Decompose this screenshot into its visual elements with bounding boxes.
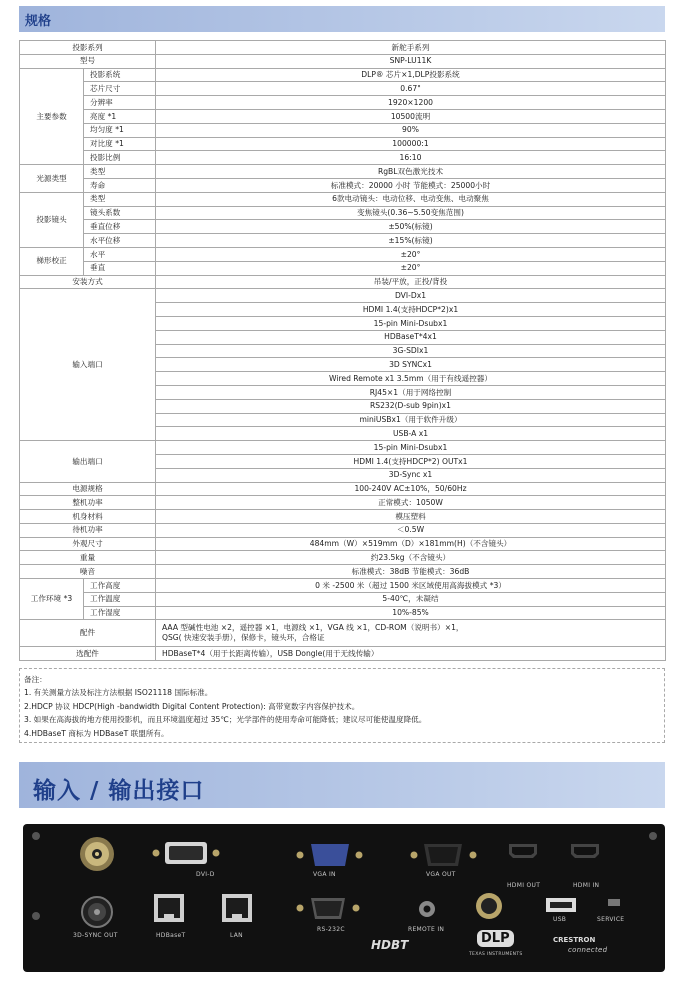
spec-value: 标准模式：20000 小时 节能模式：25000小时: [156, 178, 666, 192]
spec-label: 待机功率: [20, 523, 156, 537]
spec-row: [20, 206, 666, 220]
spec-value: 100000:1: [156, 137, 666, 151]
spec-section-header: [19, 6, 665, 32]
spec-row: [20, 234, 666, 248]
spec-value: 3G-SDIx1: [156, 344, 666, 358]
spec-label: 芯片尺寸: [84, 82, 156, 96]
spec-value: ±50%(标镜): [156, 220, 666, 234]
spec-label: 工作高度: [84, 579, 156, 593]
io-section-header: [19, 762, 665, 808]
spec-label: 选配件: [20, 647, 156, 661]
dvi-port-icon: [153, 842, 220, 864]
lan-port-icon: [222, 894, 252, 922]
io-section-title: 输入 / 输出接口: [33, 778, 205, 804]
spec-value: DLP® 芯片×1,DLP投影系统: [156, 68, 666, 82]
spec-row: [20, 261, 666, 275]
connector-panel-photo: [23, 824, 665, 972]
spec-value: 约23.5kg（不含镜头）: [156, 551, 666, 565]
hdmi-out-port-icon: [509, 844, 537, 858]
spec-row: [20, 551, 666, 565]
spec-row: [20, 123, 666, 137]
spec-row: [20, 247, 666, 261]
vga-out-port-icon: [411, 844, 477, 866]
spec-row: [20, 165, 666, 179]
spec-row: [20, 192, 666, 206]
spec-label: 工作温度: [84, 592, 156, 606]
spec-value: SNP-LU11K: [156, 54, 666, 68]
spec-group-label: 投影镜头: [20, 192, 84, 247]
spec-row: [20, 275, 666, 289]
spec-value: ±20°: [156, 247, 666, 261]
note-item: 3. 如果在高海拔的地方使用投影机，而且环境温度超过 35℃；光学部件的使用寿命可能降低；建议尽可能使温度降低。: [24, 715, 427, 725]
port-label: RS-232C: [317, 926, 345, 933]
spec-label: 镜头系数: [84, 206, 156, 220]
spec-label: 整机功率: [20, 496, 156, 510]
note-item: 1. 有关测量方法及标注方法根据 ISO21118 国际标准。: [24, 688, 213, 698]
spec-value: 10500流明: [156, 109, 666, 123]
spec-label: 水平位移: [84, 234, 156, 248]
ti-logo-text: TEXAS INSTRUMENTS: [469, 952, 523, 957]
port-label: HDMI IN: [573, 882, 600, 889]
hdmi-in-port-icon: [571, 844, 599, 858]
spec-value: Wired Remote x1 3.5mm（用于有线遥控器）: [156, 372, 666, 386]
spec-value: 90%: [156, 123, 666, 137]
spec-row: [20, 151, 666, 165]
spec-value: 16:10: [156, 151, 666, 165]
spec-value: USB-A x1: [156, 427, 666, 441]
service-port-icon: [608, 899, 620, 906]
spec-row: [20, 537, 666, 551]
spec-value: 1920×1200: [156, 96, 666, 110]
spec-label: 寿命: [84, 178, 156, 192]
dlp-logo: DLP: [477, 930, 514, 947]
crestron-connected-text: connected: [568, 946, 608, 954]
spec-group-label: 光源类型: [20, 165, 84, 193]
spec-label: 型号: [20, 54, 156, 68]
spec-label: 安装方式: [20, 275, 156, 289]
spec-value: RgBL双色激光技术: [156, 165, 666, 179]
spec-value: 0 米 -2500 米（超过 1500 米区域使用高海拔模式 *3）: [156, 579, 666, 593]
notes-box: [19, 668, 665, 743]
screw-icon: [32, 832, 40, 840]
spec-section-title: 规格: [25, 14, 52, 29]
spec-row: [20, 606, 666, 620]
spec-value: 0.67": [156, 82, 666, 96]
spec-value: 5-40℃，未凝结: [156, 592, 666, 606]
spec-row: [20, 482, 666, 496]
spec-row: [20, 109, 666, 123]
spec-row: [20, 137, 666, 151]
rs232-port-icon: [297, 898, 360, 919]
spec-value: 10%-85%: [156, 606, 666, 620]
spec-label: 外观尺寸: [20, 537, 156, 551]
port-label: HDBaseT: [156, 932, 186, 939]
port-label: VGA OUT: [426, 871, 456, 878]
spec-row: [20, 592, 666, 606]
spec-value: 484mm（W）×519mm（D）×181mm(H)（不含镜头）: [156, 537, 666, 551]
spec-label: 投影比例: [84, 151, 156, 165]
spec-row: [20, 441, 666, 455]
spec-row: [20, 620, 666, 647]
hdbaset-port-icon: [154, 894, 184, 922]
spec-value: 15-pin Mini-Dsubx1: [156, 316, 666, 330]
spec-row: [20, 41, 666, 55]
spec-value: HDBaseT*4x1: [156, 330, 666, 344]
screw-icon: [32, 912, 40, 920]
note-item: 2.HDCP 协议 HDCP(High -bandwidth Digital Content Protection): 高带宽数字内容保护技术。: [24, 701, 360, 711]
port-label: VGA IN: [313, 871, 336, 878]
spec-row: [20, 510, 666, 524]
accessories-line: AAA 型碱性电池 ×2，遥控器 ×1，电源线 ×1，VGA 线 ×1，CD-ROM（说明书）×1，: [162, 623, 464, 633]
spec-value: ＜0.5W: [156, 523, 666, 537]
spec-group-label: 输入端口: [20, 289, 156, 441]
spec-value: 100-240V AC±10%，50/60Hz: [156, 482, 666, 496]
spec-label: 重量: [20, 551, 156, 565]
spec-value: DVI-Dx1: [156, 289, 666, 303]
spec-value: ±20°: [156, 261, 666, 275]
spec-group-label: 输出端口: [20, 441, 156, 482]
spec-row: [20, 647, 666, 661]
crestron-logo: CRESTRON: [553, 936, 596, 944]
spec-row: [20, 523, 666, 537]
spec-row: [20, 68, 666, 82]
spec-label: 均匀度 *1: [84, 123, 156, 137]
spec-value: RS232(D-sub 9pin)x1: [156, 399, 666, 413]
port-label: HDMI OUT: [507, 882, 541, 889]
port-label: LAN: [230, 932, 243, 939]
spec-label: 电源规格: [20, 482, 156, 496]
spec-row: [20, 178, 666, 192]
spec-value: RJ45×1（用于网络控制: [156, 385, 666, 399]
spec-value: HDMI 1.4(支持HDCP*2)x1: [156, 303, 666, 317]
spec-value: HDMI 1.4(支持HDCP*2) OUTx1: [156, 454, 666, 468]
spec-label: 投影系列: [20, 41, 156, 55]
spec-group-label: 梯形校正: [20, 247, 84, 275]
port-label: DVI-D: [196, 871, 215, 878]
spec-label: 垂直: [84, 261, 156, 275]
spec-row: [20, 54, 666, 68]
spec-row: [20, 82, 666, 96]
spec-row: [20, 220, 666, 234]
spec-label: 亮度 *1: [84, 109, 156, 123]
screw-icon: [649, 832, 657, 840]
spec-row: [20, 565, 666, 579]
vga-in-port-icon: [297, 844, 363, 866]
spec-table: [19, 40, 666, 661]
spec-value: [156, 620, 666, 647]
port-label: USB: [553, 916, 567, 923]
spec-label: 工作湿度: [84, 606, 156, 620]
spec-group-label: 主要参数: [20, 68, 84, 165]
spec-value: 变焦镜头(0.36~5.50变焦范围): [156, 206, 666, 220]
spec-value: miniUSBx1（用于软件升级）: [156, 413, 666, 427]
spec-value: 6款电动镜头：电动位移、电动变焦、电动聚焦: [156, 192, 666, 206]
spec-label: 机身材料: [20, 510, 156, 524]
spec-value: 新舵手系列: [156, 41, 666, 55]
3d-sync-connector-icon: [82, 897, 112, 927]
spec-row: [20, 496, 666, 510]
notes-title: 备注：: [24, 675, 47, 684]
spec-value: 模压塑料: [156, 510, 666, 524]
port-label: REMOTE IN: [408, 926, 445, 933]
round-connector-icon: [476, 893, 502, 919]
spec-label: 垂直位移: [84, 220, 156, 234]
spec-label: 噪音: [20, 565, 156, 579]
spec-group-label: 工作环境 *3: [20, 579, 84, 620]
accessories-line: QSG( 快速安装手册），保修卡，镜头环，合格证: [162, 633, 325, 643]
spec-value: 正常模式：1050W: [156, 496, 666, 510]
spec-value: 3D-Sync x1: [156, 468, 666, 482]
spec-row: [20, 579, 666, 593]
port-label: SERVICE: [597, 916, 625, 923]
bnc-connector-icon: [80, 837, 114, 871]
spec-row: [20, 289, 666, 303]
spec-label: 配件: [20, 620, 156, 647]
spec-value: 15-pin Mini-Dsubx1: [156, 441, 666, 455]
spec-label: 分辨率: [84, 96, 156, 110]
spec-label: 对比度 *1: [84, 137, 156, 151]
spec-row: [20, 96, 666, 110]
spec-value: 3D SYNCx1: [156, 358, 666, 372]
spec-label: 水平: [84, 247, 156, 261]
spec-label: 投影系统: [84, 68, 156, 82]
note-item: 4.HDBaseT 商标为 HDBaseT 联盟所有。: [24, 728, 169, 738]
usb-port-icon: [546, 898, 576, 912]
spec-value: 标准模式：38dB 节能模式：36dB: [156, 565, 666, 579]
port-label: 3D-SYNC OUT: [73, 932, 118, 939]
spec-label: 类型: [84, 192, 156, 206]
spec-value: HDBaseT*4（用于长距离传输），USB Dongle(用于无线传输）: [156, 647, 666, 661]
spec-label: 类型: [84, 165, 156, 179]
hdbt-logo: HDBT: [371, 938, 409, 952]
spec-value: 吊装/平放，正投/背投: [156, 275, 666, 289]
remote-in-jack-icon: [419, 901, 435, 917]
spec-value: ±15%(标镜): [156, 234, 666, 248]
